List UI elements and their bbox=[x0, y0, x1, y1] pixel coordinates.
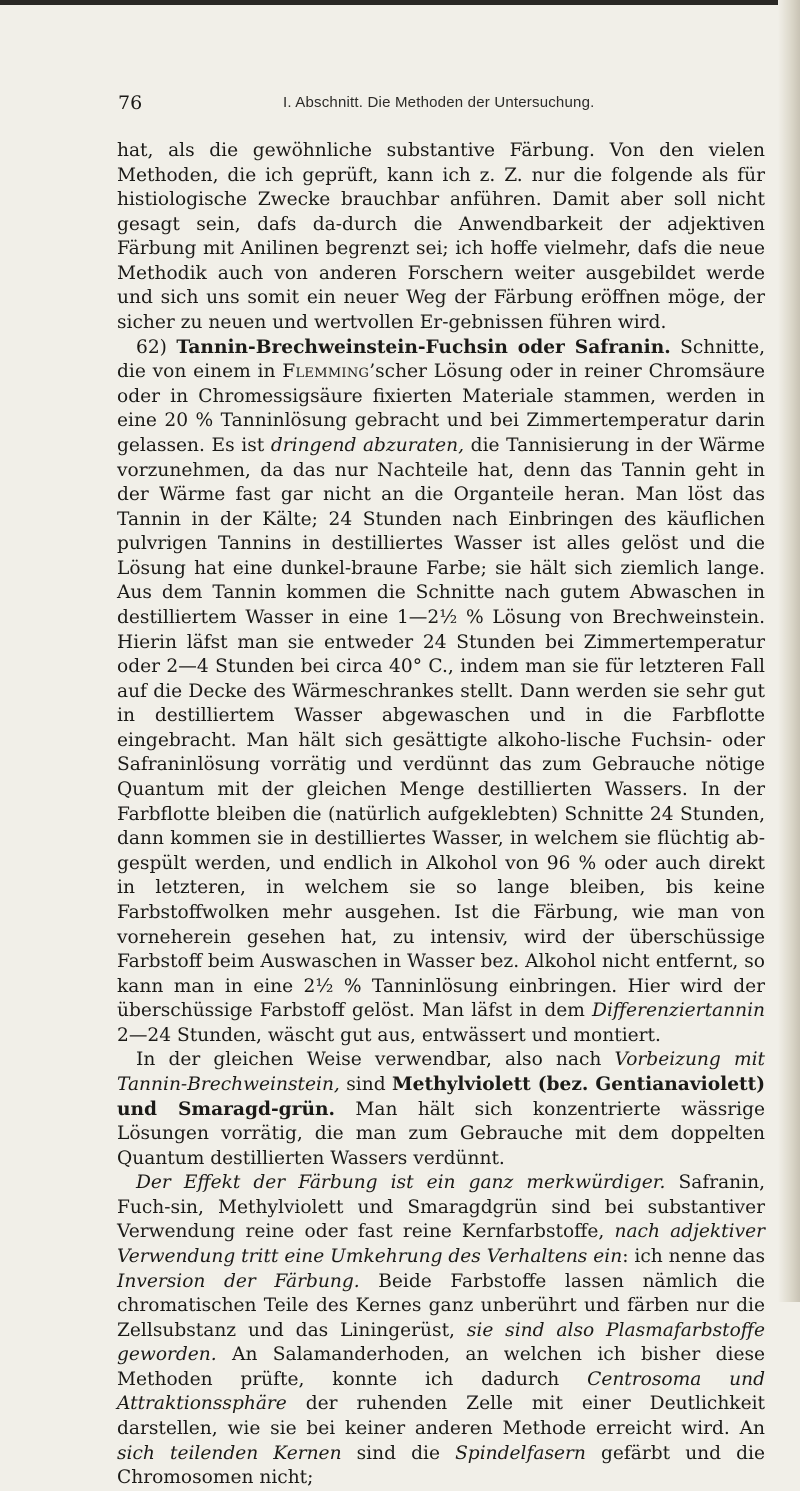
emphasis-text: Inversion der Färbung. bbox=[117, 1270, 360, 1292]
method-number: 62) bbox=[136, 336, 177, 358]
paragraph-text: Schnitte, die von einem in bbox=[117, 336, 765, 383]
emphasis-text: Spindelfasern bbox=[455, 1442, 586, 1464]
paragraph-text: Safranin, Fuch-sin, Methylviolett und Smaragdgrün sind bei substantiver Verwendung reine oder fast reine Kernfarbstoffe, bbox=[117, 1172, 765, 1243]
paragraph-text: gefärbt und die Chromosomen nicht; bbox=[117, 1442, 765, 1489]
paragraph-text: Man hält sich konzentrierte wässrige Lösungen vorrätig, die man zum Gebrauche mit dem doppelten Quantum destillierten Wassers verdünnt. bbox=[117, 1098, 765, 1169]
paragraph-text: der ruhenden Zelle mit einer Deutlichkeit darstellen, wie sie bei keiner anderen Methode erreicht wird. An bbox=[117, 1393, 765, 1440]
emphasis-text: Vorbeizung mit Tannin-Brechweinstein, bbox=[117, 1049, 765, 1095]
paragraph-text: sind die bbox=[341, 1442, 456, 1464]
running-head: I. Abschnitt. Die Methoden der Untersuchung. bbox=[283, 94, 595, 111]
page-body bbox=[117, 139, 765, 1491]
paragraph-text: hat, als die gewöhnliche substantive Färbung. Von den vielen Methoden, die ich geprüft, kann ich z. Z. nur die folgende als für histiologische Zwecke brauchbar anführen. Damit aber soll nicht gesagt sein, dafs da-durch die Anwendbarkeit der adjektiven Färbung mit Anilinen begrenzt sei; ich hoffe vielmehr, dafs die neue Methodik auch von anderen Forschern weiter ausgebildet werde und sich uns somit ein neuer Weg der Färbung eröffnen möge, der sicher zu neuen und wertvollen Er-gebnissen führen wird. bbox=[117, 140, 765, 334]
paragraph-text: die Tannisierung in der Wärme vorzunehmen, da das nur Nachteile hat, denn das Tannin geht in der Wärme fast gar nicht an die Organteile heran. Man löst das Tannin in der Kälte; 24 Stunden nach Einbringen des käuflichen pulvrigen Tannins in destilliertes Wasser ist alles gelöst und die Lösung hat eine dunkel-braune Farbe; sie hält sich ziemlich lange. Aus dem Tannin kommen die Schnitte nach gutem Abwaschen in destilliertem Wasser in eine 1—2½ % Lösung von Brechweinstein. Hierin läfst man sie entweder 24 Stunden bei Zimmertemperatur oder 2—4 Stunden bei circa 40° C., indem man sie für letzteren Fall auf die Decke des Wärmeschrankes stellt. Dann werden sie sehr gut in destilliertem Wasser abgewaschen und in die Farbflotte eingebracht. Man hält sich gesättigte alkoho-lische Fuchsin- oder Safraninlösung vorrätig und verdünnt das zum Gebrauche nötige Quantum mit der gleichen Menge destillierten Wassers. In der Farbflotte bleiben die (natürlich aufgeklebten) Schnitte 24 Stunden, dann kommen sie in destilliertes Wasser, in welchem sie flüchtig ab-gespült werden, und endlich in Alkohol von 96 % oder auch direkt in letzteren, in welchem sie so lange bleiben, bis keine Farbstoffwolken mehr ausgehen. Ist die Färbung, wie man von vorneherein gesehen hat, zu intensiv, wird der überschüssige Farbstoff beim Auswaschen in Wasser bez. Alkohol nicht entfernt, so kann man in eine 2½ % Tanninlösung einbringen. Hier wird der überschüssige Farbstoff gelöst. Man läfst in dem bbox=[117, 434, 765, 1022]
paragraph-text: An Salamanderhoden, an welchen ich bisher diese Methoden prüfte, konnte ich dadurch bbox=[117, 1344, 765, 1390]
paragraph-continuation bbox=[117, 139, 765, 336]
emphasis-text: Differenziertannin bbox=[592, 1000, 765, 1022]
emphasis-text: Centrosoma und Attraktionssphäre bbox=[117, 1368, 765, 1415]
method-heading: Tannin-Brechweinstein-Fuchsin oder Safranin. bbox=[176, 336, 671, 358]
paragraph-text: sind bbox=[339, 1073, 393, 1095]
author-name: Flemming bbox=[282, 361, 370, 383]
paragraph-text: ’scher Lösung oder in reiner Chromsäure oder in Chromessigsäure fixierten Materiale stammen, werden in eine 20 % Tanninlösung gebracht und bei Zimmertemperatur darin gelassen. Es ist bbox=[117, 361, 766, 456]
page-header bbox=[118, 92, 760, 118]
page-number: 76 bbox=[118, 92, 143, 114]
bold-term: Methylviolett (bez. Gentianaviolett) und Smaragd-grün. bbox=[117, 1073, 765, 1120]
paragraph-text: In der gleichen Weise verwendbar, also nach bbox=[136, 1049, 615, 1071]
emphasis-text: dringend abzuraten, bbox=[270, 434, 465, 456]
paragraph-effekt bbox=[117, 1171, 765, 1491]
paragraph-method-62 bbox=[117, 336, 765, 1049]
paragraph-text: 2—24 Stunden, wäscht gut aus, entwässert und montiert. bbox=[117, 1024, 661, 1046]
emphasis-text: sich teilenden Kernen bbox=[117, 1442, 342, 1464]
paragraph-text: Beide Farbstoffe lassen nämlich die chromatischen Teile des Kernes ganz unberührt und färben nur die Zellsubstanz und das Liningerüst, bbox=[117, 1270, 765, 1341]
emphasis-text: Der Effekt der Färbung ist ein ganz merkwürdiger. bbox=[136, 1172, 666, 1194]
top-edge-rule bbox=[0, 0, 800, 5]
emphasis-text: nach adjektiver Verwendung tritt eine Umkehrung des Verhaltens ein bbox=[117, 1221, 766, 1268]
paragraph-methylviolett bbox=[117, 1048, 765, 1171]
emphasis-text: sie sind also Plasmafarbstoffe geworden. bbox=[117, 1319, 765, 1366]
page-edge-shadow bbox=[778, 0, 800, 1302]
paragraph-text: : ich nenne das bbox=[622, 1246, 766, 1268]
